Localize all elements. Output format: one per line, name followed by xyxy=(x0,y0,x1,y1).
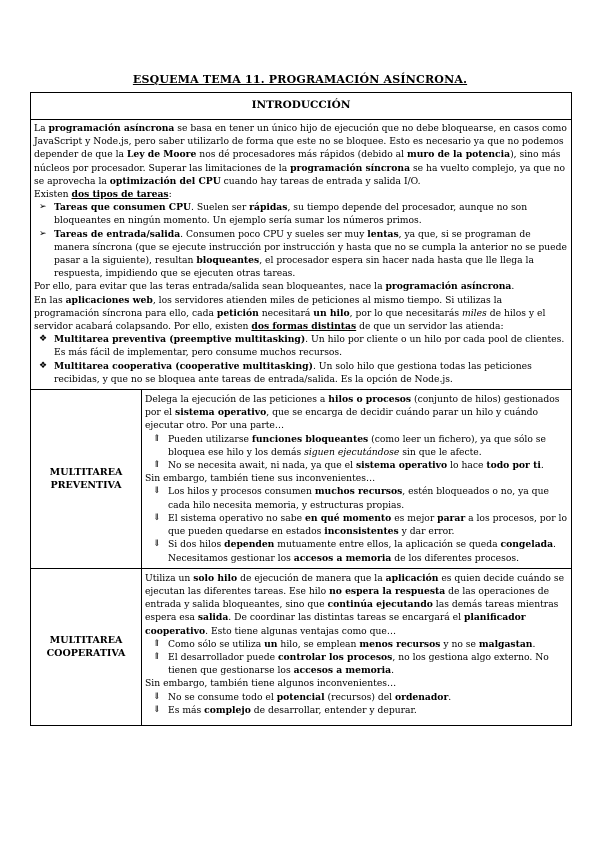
preventiva-section xyxy=(142,390,572,569)
double-arrow-down-icon: ⇓ xyxy=(153,512,161,523)
task-types-list xyxy=(34,201,568,280)
cooperativa-label: MULTITAREA COOPERATIVA xyxy=(31,568,142,725)
intro-paragraph-1: La programación asíncrona se basa en tener un único hijo de ejecución que no debe bloquearse, en casos como JavaScript y Node.js, pero saber utilizarlo de forma que este no se bloquee. Esto es necesario ya que no podemos depender de que la Ley de Moore nos dé procesadores más rápidos (debido al muro de la potencia), sino más núcleos por procesador. Superar las limitaciones de la programación síncrona se ha vuelto complejo, ya que no se aprovecha la optimización del CPU cuando hay tareas de entrada y salida I/O. xyxy=(34,123,567,187)
preventiva-paragraph-2: Sin embargo, también tiene sus inconvenientes… xyxy=(145,473,376,485)
list-item: ➢ Tareas que consumen CPU. Suelen ser rápidas, su tiempo depende del procesador, aunque no son bloqueantes en ningún momento. Un ejemplo sería sumar los números primos. xyxy=(39,202,528,227)
list-item: ⇑ Pueden utilizarse funciones bloqueantes (como leer un fichero), ya que sólo se bloquea ese hilo y los demás siguen ejecutándose sin que le afecte. xyxy=(153,433,546,458)
double-arrow-up-icon: ⇑ xyxy=(153,638,161,649)
double-arrow-down-icon: ⇓ xyxy=(153,691,161,702)
preventiva-label: MULTITAREA PREVENTIVA xyxy=(31,390,142,569)
outline-table xyxy=(30,92,572,726)
intro-paragraph-4: En las aplicaciones web, los servidores atienden miles de peticiones al mismo tiempo. Si utilizas la programación síncrona para ello, cada petición necesitará un hilo, por lo que necesitarás miles de hilos y el servidor acabará colapsando. Por ello, existen dos formas distintas de que un servidor las atienda: xyxy=(34,294,546,333)
preventiva-pros-list xyxy=(145,433,568,473)
cooperativa-paragraph-2: Sin embargo, también tiene algunos inconvenientes… xyxy=(145,678,397,690)
list-item: ⇓ Es más complejo de desarrollar, entender y depurar. xyxy=(153,704,417,716)
list-item: ⇑ No se necesita await, ni nada, ya que el sistema operativo lo hace todo por ti. xyxy=(153,460,544,472)
list-item: ⇑ Como sólo se utiliza un hilo, se emplean menos recursos y no se malgastan. xyxy=(153,638,536,650)
double-arrow-down-icon: ⇓ xyxy=(153,704,161,715)
double-arrow-up-icon: ⇑ xyxy=(153,433,161,444)
intro-paragraph-3: Por ello, para evitar que las teras entrada/salida sean bloqueantes, nace la programación asíncrona. xyxy=(34,281,515,293)
list-item: ⇓ Si dos hilos dependen mutuamente entre ellos, la aplicación se queda congelada. Necesitamos gestionar los accesos a memoria de los diferentes procesos. xyxy=(153,539,556,564)
intro-heading: INTRODUCCIÓN xyxy=(31,93,572,120)
list-item: ❖ Multitarea preventiva (preemptive multitasking). Un hilo por cliente o un hilo por cada pool de clientes. Es más fácil de implementar, pero consume muchos recursos. xyxy=(39,334,565,359)
diamond-bullet-icon: ❖ xyxy=(39,334,48,345)
cooperativa-pros-list xyxy=(145,638,568,678)
list-item: ❖ Multitarea cooperativa (cooperative multitasking). Un solo hilo que gestiona todas las peticiones recibidas, y que no se bloquea ante tareas de entrada/salida. Es la opción de Node.js. xyxy=(39,360,532,385)
list-item: ⇑ El desarrollador puede controlar los procesos, no los gestiona algo externo. No tienen que gestionarse los accesos a memoria. xyxy=(153,651,549,677)
intro-paragraph-2: Existen dos tipos de tareas: xyxy=(34,189,172,201)
double-arrow-down-icon: ⇓ xyxy=(153,486,161,497)
cooperativa-section xyxy=(142,568,572,725)
arrow-right-icon: ➢ xyxy=(39,228,47,239)
double-arrow-up-icon: ⇑ xyxy=(153,651,161,662)
list-item: ⇓ Los hilos y procesos consumen muchos recursos, estén bloqueados o no, ya que cada hilo necesita memoria, y estructuras propias. xyxy=(153,486,549,511)
double-arrow-down-icon: ⇓ xyxy=(153,539,161,550)
preventiva-paragraph-1: Delega la ejecución de las peticiones a hilos o procesos (conjunto de hilos) gestionados por el sistema operativo, que se encarga de decidir cuándo parar un hilo y cuándo ejecutar otro. Por una parte… xyxy=(145,394,560,432)
double-arrow-up-icon: ⇑ xyxy=(153,460,161,471)
document-title: ESQUEMA TEMA 11. PROGRAMACIÓN ASÍNCRONA. xyxy=(132,73,468,86)
list-item: ⇓ El sistema operativo no sabe en qué momento es mejor parar a los procesos, por lo que pueden quedarse en estados inconsistentes y dar error. xyxy=(153,512,567,538)
arrow-right-icon: ➢ xyxy=(39,202,47,213)
diamond-bullet-icon: ❖ xyxy=(39,360,48,371)
cooperativa-cons-list xyxy=(145,691,568,717)
server-forms-list xyxy=(34,333,568,386)
list-item: ➢ Tareas de entrada/salida. Consumen poco CPU y sueles ser muy lentas, ya que, si se programan de manera síncrona (que se ejecute instrucción por instrucción y hasta que no se cumpla la anterior no se puede pasar a la siguiente), resultan bloqueantes, el procesador espera sin hacer nada hasta que lle llega la respuesta, impidiendo que se ejecuten otras tareas. xyxy=(39,228,567,280)
cooperativa-paragraph-1: Utiliza un solo hilo de ejecución de manera que la aplicación es quien decide cuándo se ejecutan las diferentes tareas. Ese hilo no espera la respuesta de las operaciones de entrada y salida bloqueantes, sino que continúa ejecutando las demás tareas mientras espera esa salida. De coordinar las distintas tareas se encargará el planificador cooperativo. Esto tiene algunas ventajas como que… xyxy=(145,572,565,637)
preventiva-cons-list xyxy=(145,485,568,564)
intro-section xyxy=(31,120,572,390)
list-item: ⇓ No se consume todo el potencial (recursos) del ordenador. xyxy=(153,691,452,703)
